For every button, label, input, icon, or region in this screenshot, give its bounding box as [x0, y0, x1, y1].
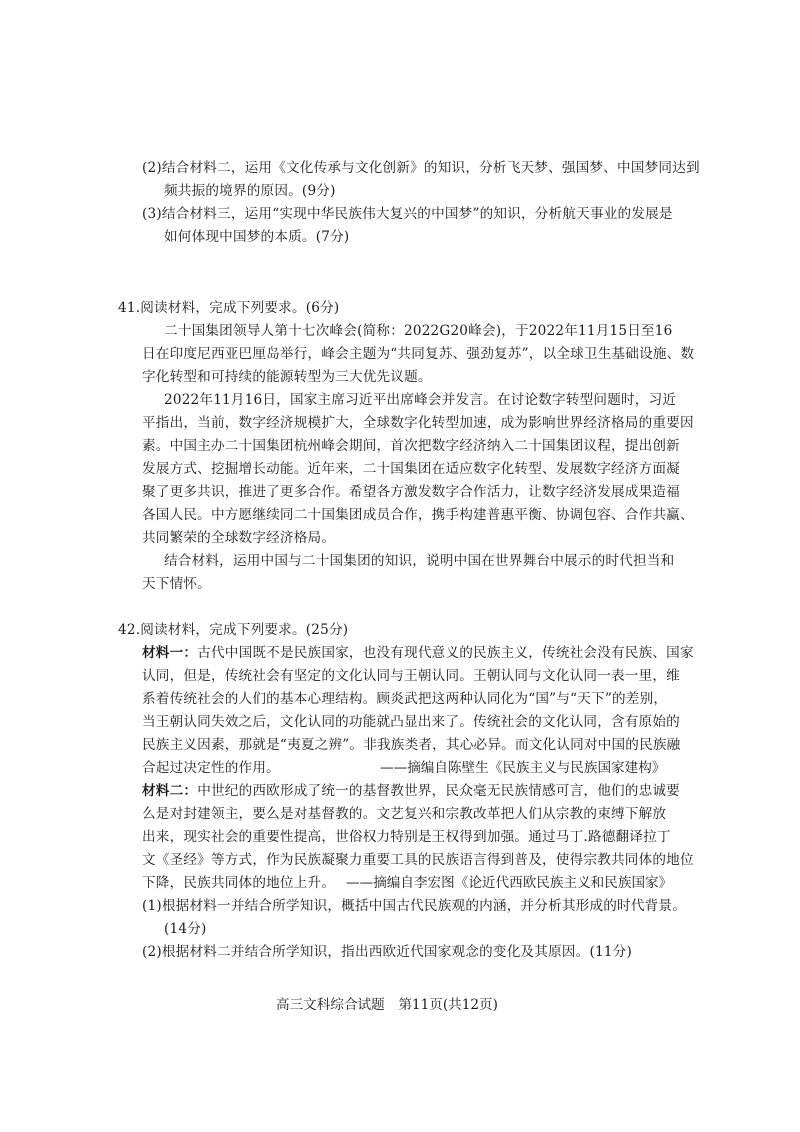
material1-label: 材料一：	[142, 645, 198, 661]
q41-p2-line1: 2022年11月16日，国家主席习近平出席峰会并发言。在讨论数字转型问题时，习近	[164, 392, 677, 408]
q42-material1-line1	[142, 643, 694, 663]
q41-p3-line2: 天下情怀。	[142, 576, 211, 592]
q42-sub1-line1: (1)根据材料一并结合所学知识，概括中国古代民族观的内涵，并分析其形成的时代背景。	[142, 898, 687, 914]
q42-material1-line3: 系着传统社会的人们的基本心理结构。顾炎武把这两种认同化为“国”与“天下”的差别，	[142, 691, 668, 707]
q42-material2-line4: 文《圣经》等方式，作为民族凝聚力重要工具的民族语言得到普及，使得宗教共同体的地位	[142, 852, 694, 868]
q41-p1-line1: 二十国集团领导人第十七次峰会(简称：2022G20峰会)，于2022年11月15日至16	[164, 323, 673, 339]
material2-text: 中世纪的西欧形成了统一的基督教世界，民众毫无民族情感可言，他们的忠诚要	[197, 783, 680, 799]
q42-material2-line2: 么是对封建领主，要么是对基督教的。文艺复兴和宗教改革把人们从宗教的束缚下解放	[142, 806, 667, 822]
material2-label: 材料二：	[142, 783, 198, 799]
q42-heading: 42.阅读材料，完成下列要求。(25分)	[118, 622, 349, 638]
q42-material1-line6: 合起过决定性的作用。	[142, 760, 280, 776]
material1-text: 古代中国既不是民族国家，也没有现代意义的民族主义，传统社会没有民族、国家	[197, 645, 694, 661]
q41-p2-line2: 平指出，当前，数字经济规模扩大，全球数字化转型加速，成为影响世界经济格局的重要因	[142, 415, 694, 431]
q41-p2-line7: 共同繁荣的全球数字经济格局。	[142, 530, 336, 546]
q42-material1-line4: 当王朝认同失效之后，文化认同的功能就凸显出来了。传统社会的文化认同，含有原始的	[142, 714, 680, 730]
material1-citation: ——摘编自陈壁生《民族主义与民族国家建构》	[380, 760, 666, 776]
q41-heading: 41.阅读材料，完成下列要求。(6分)	[118, 300, 340, 316]
q42-sub2: (2)根据材料二并结合所学知识，指出西欧近代国家观念的变化及其原因。(11分)	[142, 944, 632, 960]
q41-p2-line5: 聚了更多共识，推进了更多合作。希望各方激发数字合作活力，让数字经济发展成果造福	[142, 484, 680, 500]
q41-p1-line2: 日在印度尼西亚巴厘岛举行，峰会主题为“共同复苏、强劲复苏”，以全球卫生基础设施、数	[142, 346, 695, 362]
q42-material1-line5: 民族主义因素，那就是“夷夏之辨”。非我族类者，其心必异。而文化认同对中国的民族融	[142, 737, 681, 753]
q41-p3-line1: 结合材料，运用中国与二十国集团的知识，说明中国在世界舞台中展示的时代担当和	[164, 553, 675, 569]
q41-p2-line3: 素。中国主办二十国集团杭州峰会期间，首次把数字经济纳入二十国集团议程，提出创新	[142, 438, 680, 454]
q40-sub3-line2: 如何体现中国梦的本质。(7分)	[164, 229, 350, 245]
q40-sub2-line2: 频共振的境界的原因。(9分)	[164, 183, 336, 199]
q40-sub3-line1: (3)结合材料三，运用“实现中华民族伟大复兴的中国梦”的知识，分析航天事业的发展是	[142, 206, 673, 222]
q41-p1-line3: 字化转型和可持续的能源转型为三大优先议题。	[142, 369, 432, 385]
material2-citation: ——摘编自李宏图《论近代西欧民族主义和民族国家》	[346, 875, 673, 891]
q42-material2-line5: 下降，民族共同体的地位上升。	[142, 875, 336, 891]
q41-p2-line6: 各国人民。中方愿继续同二十国集团成员合作，携手构建普惠平衡、协调包容、合作共赢、	[142, 507, 694, 523]
q42-sub1-line2: (14分)	[164, 921, 207, 937]
q42-material2-line3: 出来，现实社会的重要性提高，世俗权力特别是王权得到加强。通过马丁.路德翻译拉丁	[142, 829, 671, 845]
q42-material1-line2: 认同，但是，传统社会有坚定的文化认同与王朝认同。王朝认同与文化认同一表一里，维	[142, 668, 680, 684]
q40-sub2-line1: (2)结合材料二，运用《文化传承与文化创新》的知识，分析飞天梦、强国梦、中国梦同达到	[142, 160, 700, 176]
q41-p2-line4: 发展方式、挖掘增长动能。近年来，二十国集团在适应数字化转型、发展数字经济方面凝	[142, 461, 680, 477]
page-footer: 高三文科综合试题 第11页(共12页)	[276, 997, 498, 1013]
q42-material2-line1	[142, 781, 680, 801]
